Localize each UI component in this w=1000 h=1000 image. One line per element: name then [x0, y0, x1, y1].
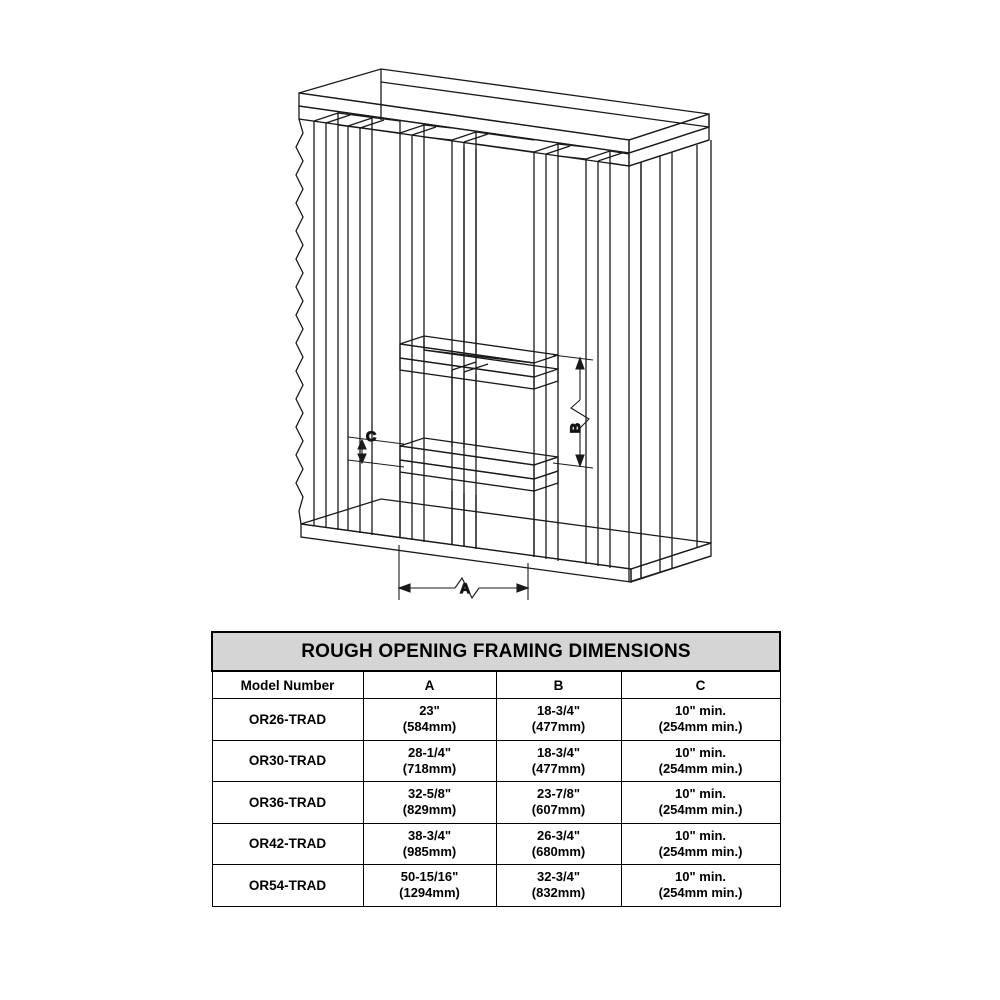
header-model-number: Model Number [212, 671, 363, 699]
cell-a-inches: 38-3/4" [407, 827, 452, 843]
cell-c-mm: (254mm min.) [658, 760, 743, 776]
cell-c [621, 823, 780, 865]
cell-a [363, 823, 496, 865]
cell-a-mm: (829mm) [402, 802, 457, 818]
cell-b-mm: (477mm) [531, 760, 586, 776]
cell-b-inches: 23-7/8" [536, 786, 581, 801]
table-title-row [212, 632, 780, 671]
cell-a-mm: (718mm) [402, 760, 457, 776]
cell-c-mm: (254mm min.) [658, 719, 743, 735]
cell-a [363, 865, 496, 907]
table-row [212, 823, 780, 865]
cell-c-mm: (254mm min.) [658, 802, 743, 818]
cell-b-mm: (607mm) [531, 802, 586, 818]
cell-b [496, 823, 621, 865]
cell-c [621, 865, 780, 907]
table-row [212, 865, 780, 907]
rough-opening-framing-dimensions-table [211, 631, 781, 907]
cell-model: OR36-TRAD [212, 782, 363, 824]
cell-b-inches: 18-3/4" [536, 703, 581, 718]
dimension-c-label: C [365, 428, 377, 444]
cell-a-mm: (584mm) [402, 719, 457, 735]
header-a: A [363, 671, 496, 699]
table-row [212, 699, 780, 741]
table-row [212, 740, 780, 782]
cell-a-inches: 50-15/16" [400, 869, 459, 884]
header-c: C [621, 671, 780, 699]
cell-a [363, 740, 496, 782]
cell-a-inches: 28-1/4" [407, 744, 452, 760]
cell-b-mm: (477mm) [531, 719, 586, 735]
cell-c-mm: (254mm min.) [658, 885, 743, 901]
cell-c [621, 740, 780, 782]
cell-model: OR54-TRAD [212, 865, 363, 907]
table-title: ROUGH OPENING FRAMING DIMENSIONS [212, 632, 780, 671]
cell-b [496, 740, 621, 782]
cell-c-inches: 10" min. [675, 869, 726, 884]
cell-b-mm: (680mm) [531, 843, 586, 859]
cell-b [496, 782, 621, 824]
cell-a-mm: (1294mm) [399, 885, 460, 901]
cell-b [496, 699, 621, 741]
cell-c-inches: 10" min. [675, 703, 726, 718]
cell-a-inches: 32-5/8" [407, 786, 452, 801]
rough-opening-table-container [211, 631, 779, 907]
cell-model: OR42-TRAD [212, 823, 363, 865]
table-row [212, 782, 780, 824]
cell-b-inches: 18-3/4" [536, 744, 581, 760]
dimension-b-label: B [567, 422, 583, 434]
cell-b-mm: (832mm) [531, 885, 586, 901]
cell-b-inches: 26-3/4" [536, 827, 581, 843]
cell-c-mm: (254mm min.) [658, 843, 743, 859]
dimension-a-label: A [459, 580, 471, 596]
cell-c-inches: 10" min. [675, 744, 726, 760]
cell-b-inches: 32-3/4" [536, 869, 581, 884]
cell-a-inches: 23" [419, 703, 440, 718]
cell-c [621, 699, 780, 741]
cell-b [496, 865, 621, 907]
table-header-row [212, 671, 780, 699]
cell-c-inches: 10" min. [675, 827, 726, 843]
cell-a [363, 782, 496, 824]
cell-a [363, 699, 496, 741]
cell-a-mm: (985mm) [402, 843, 457, 859]
cell-c-inches: 10" min. [675, 786, 726, 801]
header-b: B [496, 671, 621, 699]
cell-model: OR26-TRAD [212, 699, 363, 741]
cell-model: OR30-TRAD [212, 740, 363, 782]
cell-c [621, 782, 780, 824]
